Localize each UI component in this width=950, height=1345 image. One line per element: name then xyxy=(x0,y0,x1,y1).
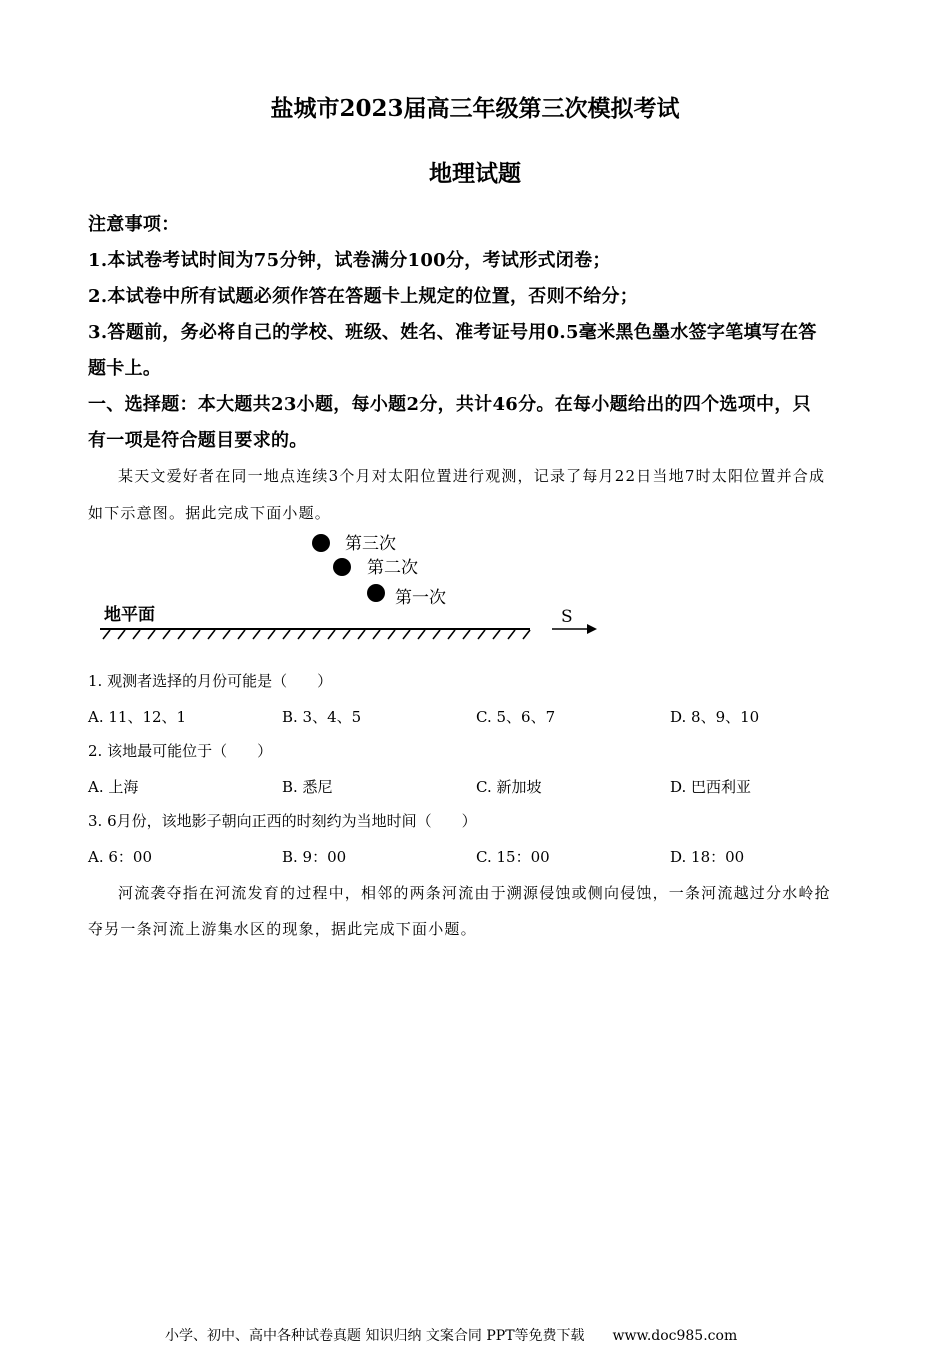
hatch-mark xyxy=(283,630,290,639)
hatch-mark xyxy=(373,630,380,639)
sun-label-first: 第一次 xyxy=(395,588,446,608)
question-2-stem: 2. 该地最可能位于（ ） xyxy=(88,742,273,760)
sun-marker-third xyxy=(312,534,330,552)
question-3-option-d: D. 18：00 xyxy=(670,848,745,866)
passage-2-line-2: 夺另一条河流上游集水区的现象，据此完成下面小题。 xyxy=(88,920,477,938)
question-1-option-b: B. 3、4、5 xyxy=(282,708,362,726)
sun-marker-first xyxy=(367,584,385,602)
exam-title: 盐城市2023届高三年级第三次模拟考试 xyxy=(270,95,680,122)
hatch-mark xyxy=(328,630,335,639)
hatch-mark xyxy=(103,630,110,639)
question-1-option-d: D. 8、9、10 xyxy=(670,708,760,726)
hatch-mark xyxy=(268,630,275,639)
question-3-option-b: B. 9：00 xyxy=(282,848,347,866)
hatch-mark xyxy=(208,630,215,639)
hatch-mark xyxy=(193,630,200,639)
hatch-mark xyxy=(358,630,365,639)
hatch-mark xyxy=(343,630,350,639)
hatch-mark xyxy=(508,630,515,639)
notice-item-3-line-1: 3.答题前，务必将自己的学校、班级、姓名、准考证号用0.5毫米黑色墨水签字笔填写在答 xyxy=(88,322,817,343)
section-heading-line-1: 一、选择题：本大题共23小题，每小题2分，共计46分。在每小题给出的四个选项中，只 xyxy=(88,394,811,415)
notice-item-1: 1.本试卷考试时间为75分钟，试卷满分100分，考试形式闭卷； xyxy=(88,250,611,271)
notice-heading: 注意事项： xyxy=(88,214,180,235)
hatch-mark xyxy=(523,630,530,639)
section-heading-line-2: 有一项是符合题目要求的。 xyxy=(88,430,308,451)
sun-position-diagram xyxy=(95,525,615,645)
passage-1-line-2: 如下示意图。据此完成下面小题。 xyxy=(88,504,332,522)
hatch-mark xyxy=(448,630,455,639)
hatch-mark xyxy=(223,630,230,639)
hatch-mark xyxy=(388,630,395,639)
hatch-mark xyxy=(133,630,140,639)
hatch-mark xyxy=(298,630,305,639)
hatch-mark xyxy=(433,630,440,639)
direction-label: S xyxy=(561,607,573,627)
hatch-mark xyxy=(418,630,425,639)
page-footer: 小学、初中、高中各种试卷真题 知识归纳 文案合同 PPT等免费下载 www.doc985.com xyxy=(165,1328,738,1344)
question-1-option-c: C. 5、6、7 xyxy=(476,708,556,726)
hatch-mark xyxy=(493,630,500,639)
question-2-option-c: C. 新加坡 xyxy=(476,778,542,796)
notice-item-3-line-2: 题卡上。 xyxy=(88,358,162,379)
hatch-mark xyxy=(403,630,410,639)
question-3-option-c: C. 15：00 xyxy=(476,848,550,866)
ground-label: 地平面 xyxy=(104,605,155,625)
hatch-mark xyxy=(163,630,170,639)
hatch-mark xyxy=(118,630,125,639)
notice-item-2: 2.本试卷中所有试题必须作答在答题卡上规定的位置，否则不给分； xyxy=(88,286,639,307)
hatch-mark xyxy=(463,630,470,639)
question-1-stem: 1. 观测者选择的月份可能是（ ） xyxy=(88,672,333,690)
question-2-option-b: B. 悉尼 xyxy=(282,778,333,796)
passage-1-line-1: 某天文爱好者在同一地点连续3个月对太阳位置进行观测，记录了每月22日当地7时太阳位置并合成 xyxy=(118,467,826,485)
question-3-stem: 3. 6月份，该地影子朝向正西的时刻约为当地时间（ ） xyxy=(88,812,477,830)
question-2-option-d: D. 巴西利亚 xyxy=(670,778,752,796)
sun-marker-second xyxy=(333,558,351,576)
hatch-mark xyxy=(148,630,155,639)
hatch-mark xyxy=(238,630,245,639)
passage-2-line-1: 河流袭夺指在河流发育的过程中，相邻的两条河流由于溯源侵蚀或侧向侵蚀，一条河流越过分水岭抢 xyxy=(118,884,831,902)
sun-label-third: 第三次 xyxy=(345,534,396,554)
question-3-option-a: A. 6：00 xyxy=(88,848,152,866)
exam-subject: 地理试题 xyxy=(429,160,521,187)
direction-arrowhead xyxy=(587,624,597,634)
hatch-mark xyxy=(478,630,485,639)
hatch-mark xyxy=(313,630,320,639)
question-2-option-a: A. 上海 xyxy=(88,778,139,796)
hatch-mark xyxy=(178,630,185,639)
question-1-option-a: A. 11、12、1 xyxy=(88,708,187,726)
ground-hatching xyxy=(103,630,530,639)
sun-label-second: 第二次 xyxy=(367,558,418,578)
hatch-mark xyxy=(253,630,260,639)
